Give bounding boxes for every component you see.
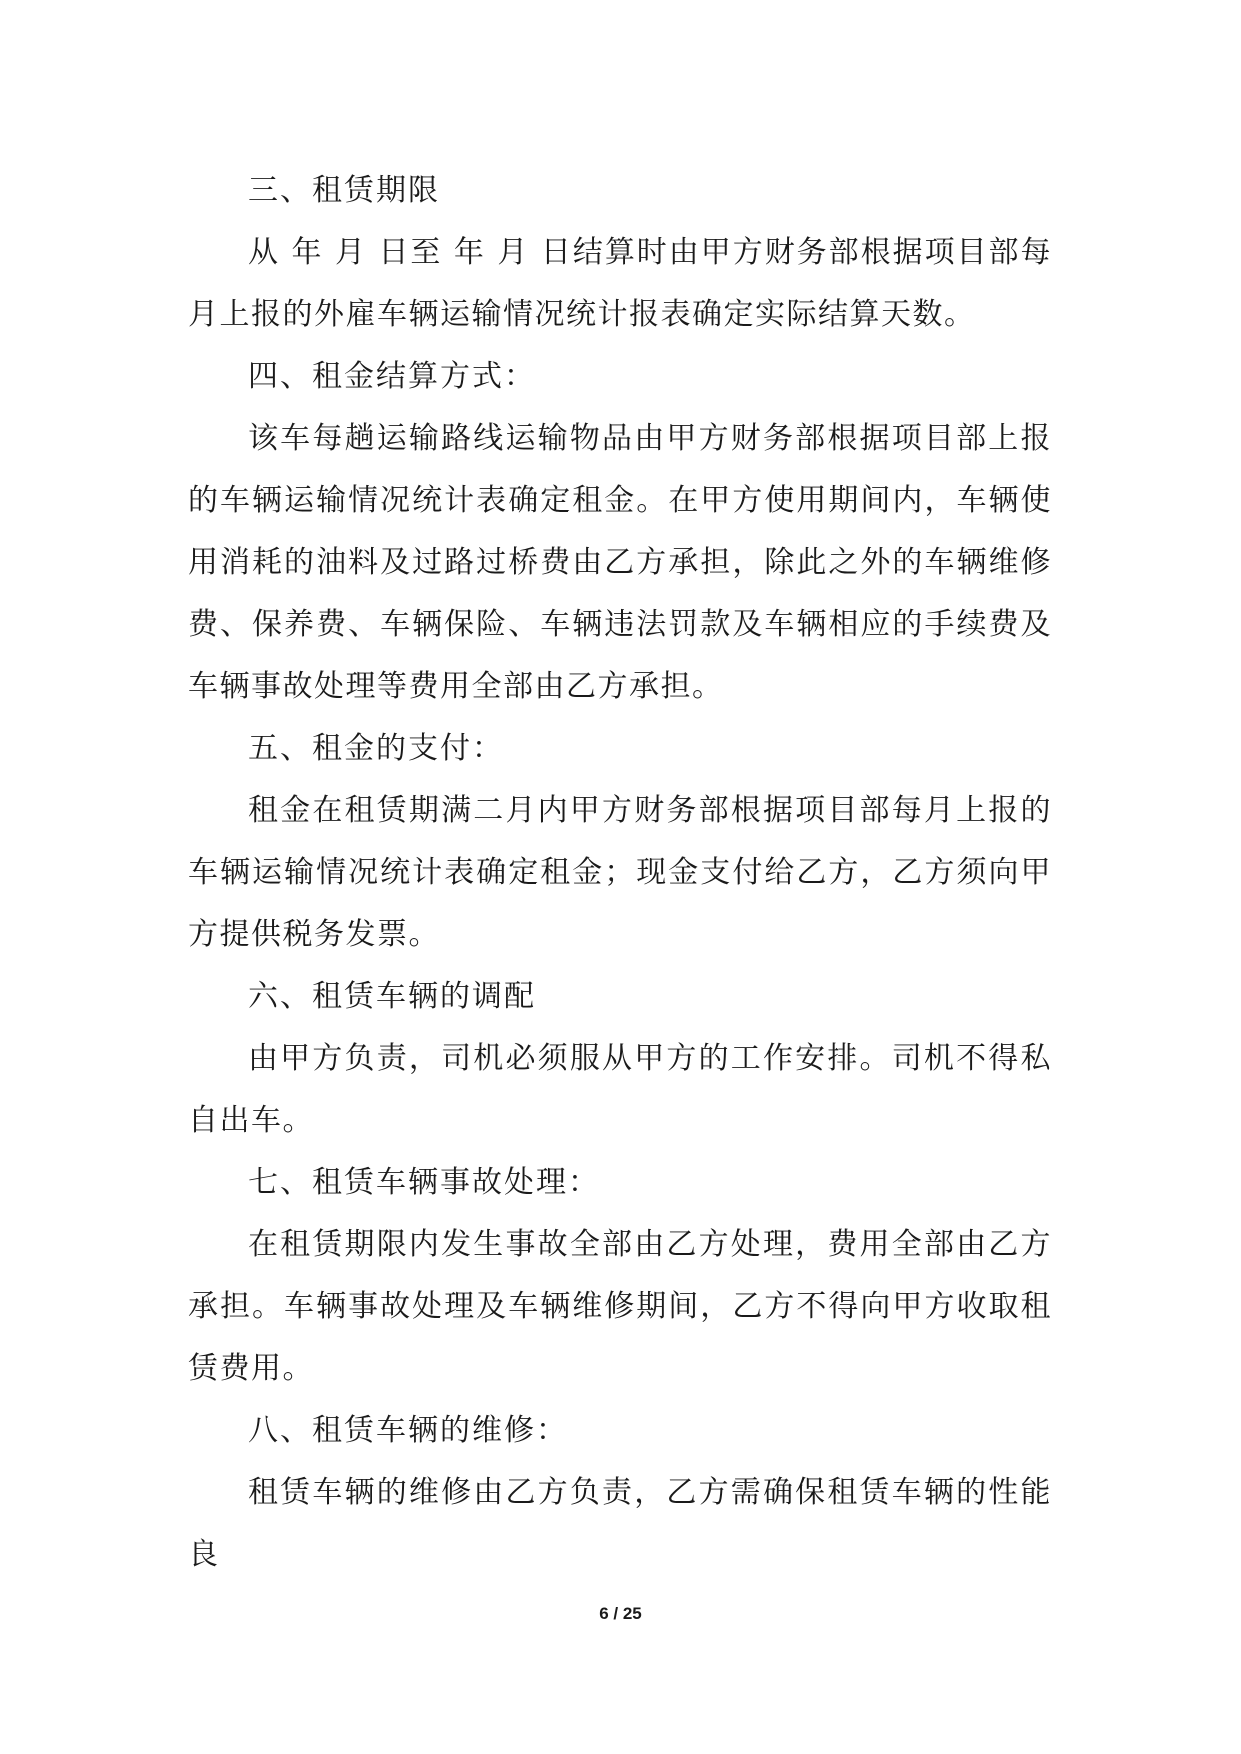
section-body-rent-settlement: 该车每趟运输路线运输物品由甲方财务部根据项目部上报的车辆运输情况统计表确定租金。在甲方使用期间内，车辆使用消耗的油料及过路过桥费由乙方承担，除此之外的车辆维修费、保养费、车辆保险、车辆违法罚款及车辆相应的手续费及车辆事故处理等费用全部由乙方承担。: [188, 421, 1052, 704]
page-number: 6 / 25: [599, 1604, 642, 1623]
section-body-rent-payment: 租金在租赁期满二月内甲方财务部根据项目部每月上报的车辆运输情况统计表确定租金；现金支付给乙方，乙方须向甲方提供税务发票。: [188, 793, 1052, 952]
section-body-accident-handling: 在租赁期限内发生事故全部由乙方处理，费用全部由乙方承担。车辆事故处理及车辆维修期间，乙方不得向甲方收取租赁费用。: [188, 1227, 1052, 1386]
section-heading-rent-payment: 五、租金的支付：: [248, 731, 504, 766]
section-body-term: 从 年 月 日至 年 月 日结算时由甲方财务部根据项目部每月上报的外雇车辆运输情况统计报表确定实际结算天数。: [188, 235, 1052, 332]
section-body-vehicle-repair: 租赁车辆的维修由乙方负责，乙方需确保租赁车辆的性能良: [188, 1475, 1052, 1572]
section-heading-accident-handling: 七、租赁车辆事故处理：: [248, 1165, 600, 1200]
section-heading-vehicle-repair: 八、租赁车辆的维修：: [248, 1413, 568, 1448]
section-heading-rent-settlement: 四、租金结算方式：: [248, 359, 536, 394]
section-heading-vehicle-dispatch: 六、租赁车辆的调配: [248, 979, 536, 1014]
section-body-vehicle-dispatch: 由甲方负责，司机必须服从甲方的工作安排。司机不得私自出车。: [188, 1041, 1052, 1138]
document-body: [188, 160, 1052, 1586]
section-heading-term: 三、租赁期限: [248, 173, 440, 208]
